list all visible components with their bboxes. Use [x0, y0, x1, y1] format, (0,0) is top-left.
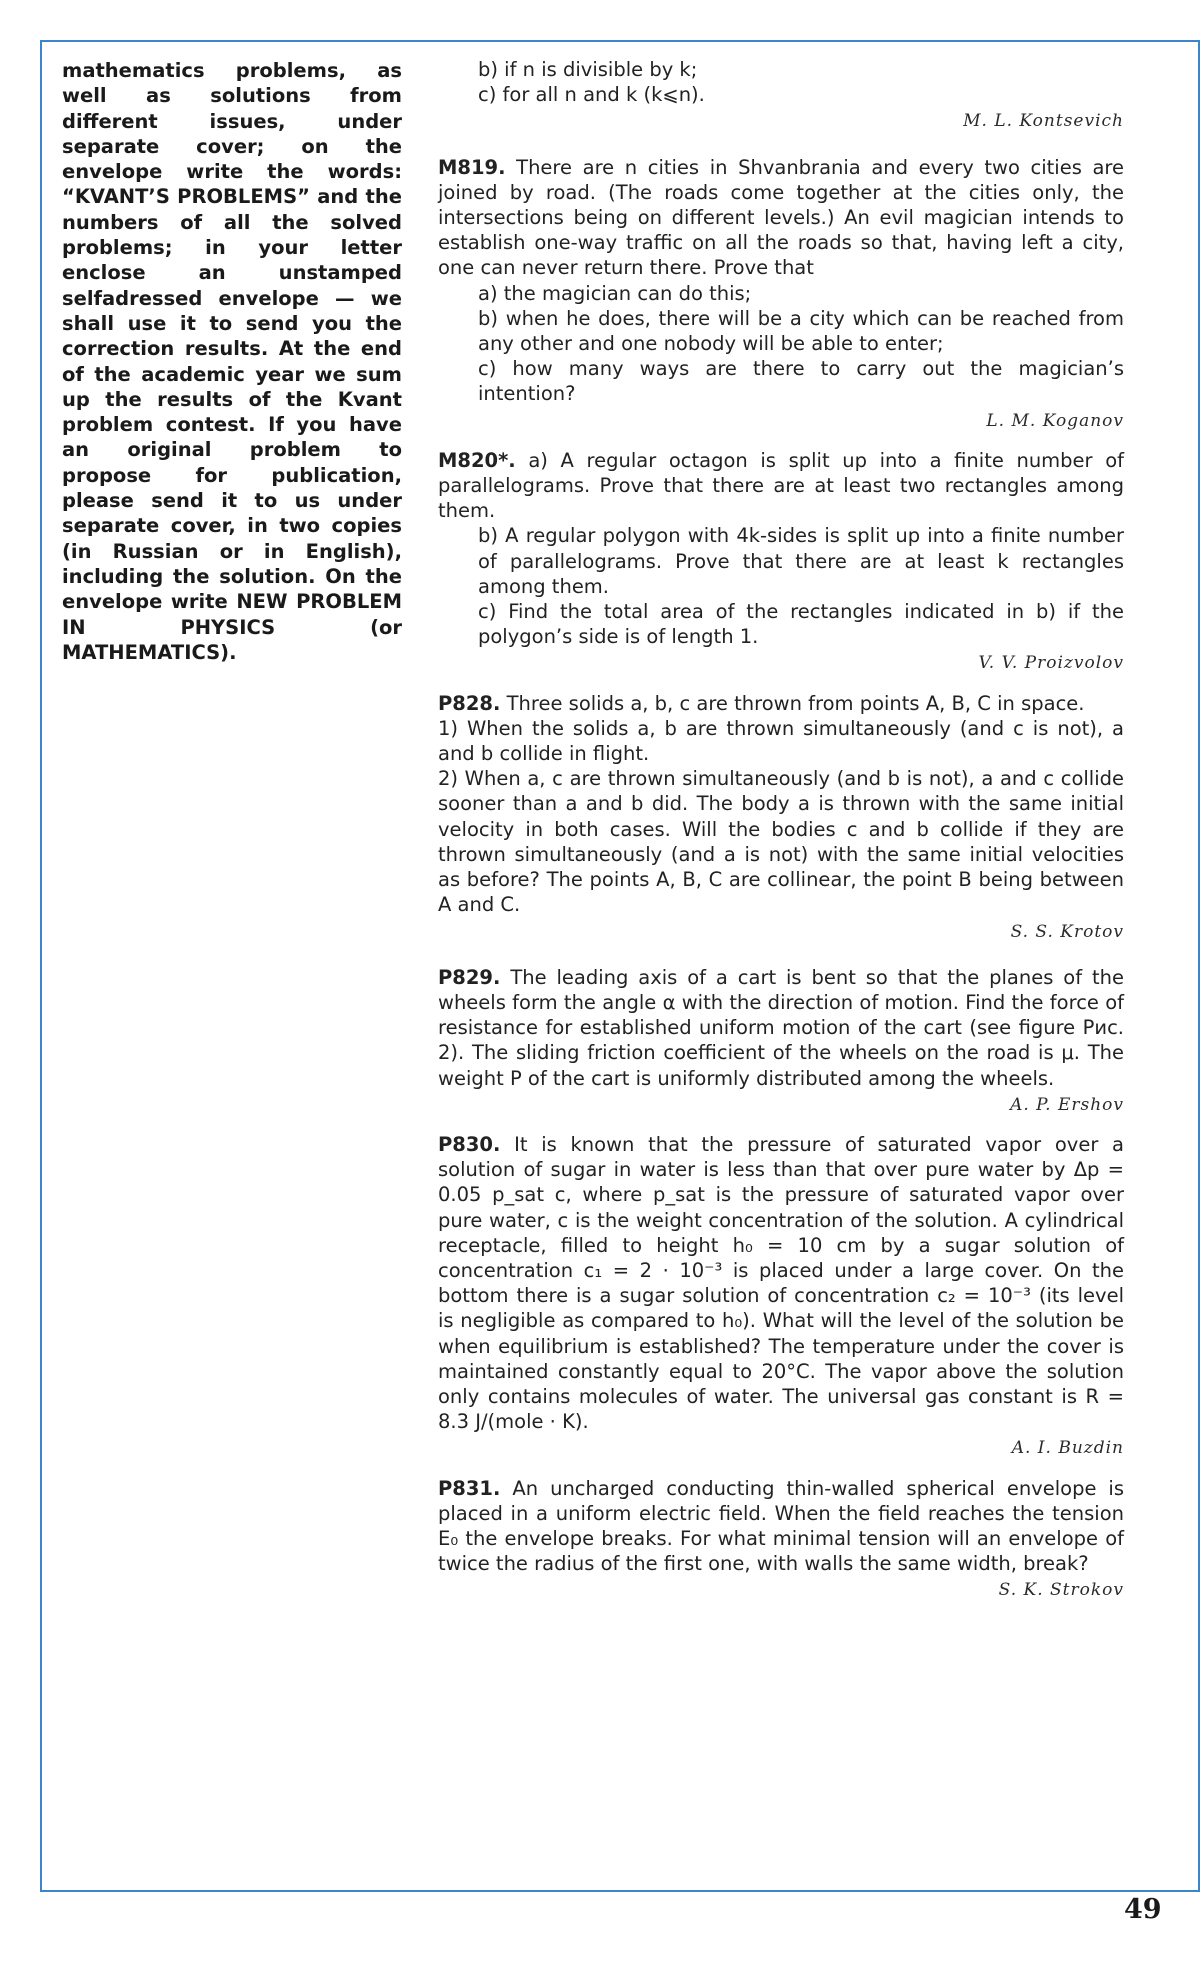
author-krotov: S. S. Krotov: [1010, 921, 1124, 942]
author-koganov: L. M. Koganov: [986, 410, 1124, 431]
problem-part-c: c) Find the total area of the rectangles indicated in b) if the polygon’s side is of length 1.: [478, 600, 1124, 649]
problem-case-1: 1) When the solids a, b are thrown simultaneously (and c is not), a and b collide in flight.: [438, 716, 1124, 766]
problem-part-a: a) the magician can do this;: [478, 281, 752, 305]
author-kontsevich: M. L. Kontsevich: [963, 111, 1124, 132]
problem-m820: [438, 448, 1124, 677]
problem-case-2: 2) When a, c are thrown simultaneously (and b is not), a and c collide sooner than a and b did. The body a is thrown with the same initial velocity in both cases. Will the bodies c and b collide if they are thrown simultaneously (and a is not) with the same initial velocities as before? The points A, B, C are collinear, the point B being between A and C.: [438, 767, 1124, 917]
problem-part-b: b) when he does, there will be a city which can be reached from any other and one nobody will be able to enter;: [478, 306, 1124, 356]
problem-part-b: b) A regular polygon with 4k-sides is split up into a finite number of parallelograms. Prove that there are at least k rectangles among them.: [478, 524, 1124, 598]
problem-part-a: a) A regular octagon is split up into a finite number of parallelograms. Prove that there are at least two rectangles among them.: [438, 448, 1124, 523]
problem-code: M820*.: [438, 448, 516, 472]
problem-intro: Three solids a, b, c are thrown from points A, B, C in space.: [506, 691, 1085, 715]
problem-text: An uncharged conducting thin-walled spherical envelope is placed in a uniform electric field. When the field reaches the tension E₀ the envelope breaks. For what minimal tension will an envelope of twice the radius of the first one, with walls the same width, break?: [438, 1476, 1125, 1576]
problem-code: P828.: [438, 691, 501, 715]
problem-p828: [438, 691, 1124, 945]
problems-column: [438, 57, 1124, 1604]
problem-code: P830.: [438, 1132, 501, 1156]
problem-p830: [438, 1132, 1124, 1462]
author-buzdin: A. I. Buzdin: [1011, 1438, 1124, 1459]
author-strokov: S. K. Strokov: [998, 1580, 1124, 1601]
problem-code: P831.: [438, 1476, 501, 1500]
problem-part-c: c) how many ways are there to carry out the magician’s intention?: [478, 357, 1124, 406]
problem-code: P829.: [438, 965, 501, 989]
page-number: 49: [1124, 1894, 1162, 1925]
problem-text: It is known that the pressure of saturated vapor over a solution of sugar in water is less than that over pure water by Δp = 0.05 p_sat c, where p_sat is the pressure of saturated vapor over pure water, c is the weight concentration of the solution. A cylindrical receptacle, filled to height h₀ = 10 cm by a sugar solution of concentration c₁ = 2 · 10⁻³ is placed under a large cover. On the bottom there is a sugar solution of concentration c₂ = 10⁻³ (its level is negligible as compared to h₀). What will the level of the solution be when equilibrium is established? The temperature under the cover is maintained constantly equal to 20°C. The vapor above the solution only contains molecules of water. The universal gas constant is R = 8.3 J/(mole · K).: [438, 1132, 1125, 1434]
continued-line-c: c) for all n and k (k⩽n).: [478, 83, 705, 107]
continued-line-b: b) if n is divisible by k;: [478, 58, 698, 81]
problem-intro: There are n cities in Shvanbrania and every two cities are joined by road. (The roads come together at the cities only, the intersections being on different levels.) An evil magician intends to establish one-way traffic on all the roads so that, having left a city, one can never return there. Prove that: [438, 155, 1124, 280]
problem-code: M819.: [438, 155, 506, 179]
author-proizvolov: V. V. Proizvolov: [978, 653, 1124, 674]
problem-p829: [438, 965, 1124, 1118]
problem-p831: [438, 1476, 1124, 1604]
problem-text: The leading axis of a cart is bent so that the planes of the wheels form the angle α with the direction of motion. Find the force of resistance for established uniform motion of the cart (see figure Рис. 2). The sliding friction coefficient of the wheels on the road is μ. The weight P of the cart is uniformly distributed among the wheels.: [438, 965, 1124, 1090]
left-column-notice: [62, 58, 402, 665]
author-ershov: A. P. Ershov: [1010, 1094, 1124, 1115]
continued-problem: [438, 57, 1124, 135]
problem-m819: [438, 155, 1124, 434]
left-column-text: mathematics problems, as well as solutions from different issues, under separate cover; on the envelope write the words: “KVANT’S PROBLEMS” and the numbers of all the solved problems; in your letter enclose an unstamped selfadressed envelope — we shall use it to send you the correction results. At the end of the academic year we sum up the results of the Kvant problem contest. If you have an original problem to propose for publication, please send it to us under separate cover, in two copies (in Russian or in English), including the solution. On the envelope write NEW PROBLEM IN PHYSICS (or MATHEMATICS).: [62, 59, 402, 664]
